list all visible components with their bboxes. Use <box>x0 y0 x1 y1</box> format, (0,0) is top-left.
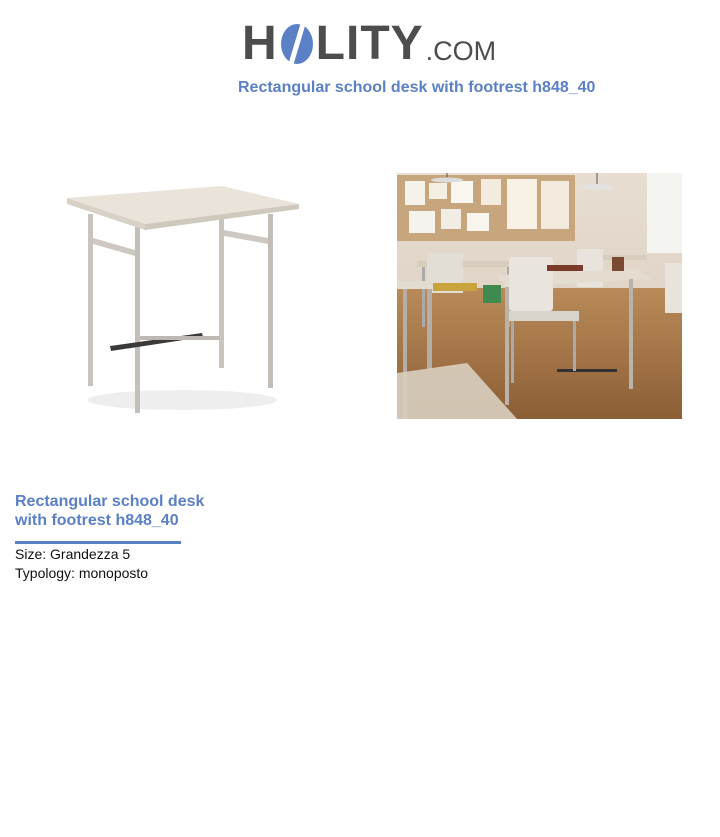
logo-letter-h: H <box>242 17 278 70</box>
page-title: Rectangular school desk with footrest h848_40 <box>238 79 596 96</box>
classroom-scene-image <box>397 173 682 419</box>
logo-dotcom: .COM <box>425 36 497 66</box>
title-divider <box>15 541 181 544</box>
holity-logo <box>242 10 496 70</box>
logo-letters-lity: LITY <box>315 17 424 70</box>
logo-wordmark <box>242 18 424 70</box>
attribute-typology: Typology: monoposto <box>15 565 149 581</box>
attribute-size: Size: Grandezza 5 <box>15 546 131 562</box>
product-desk-image <box>62 178 307 418</box>
logo-o-icon <box>279 22 315 66</box>
product-title: Rectangular school desk with footrest h848_40 <box>15 493 205 529</box>
